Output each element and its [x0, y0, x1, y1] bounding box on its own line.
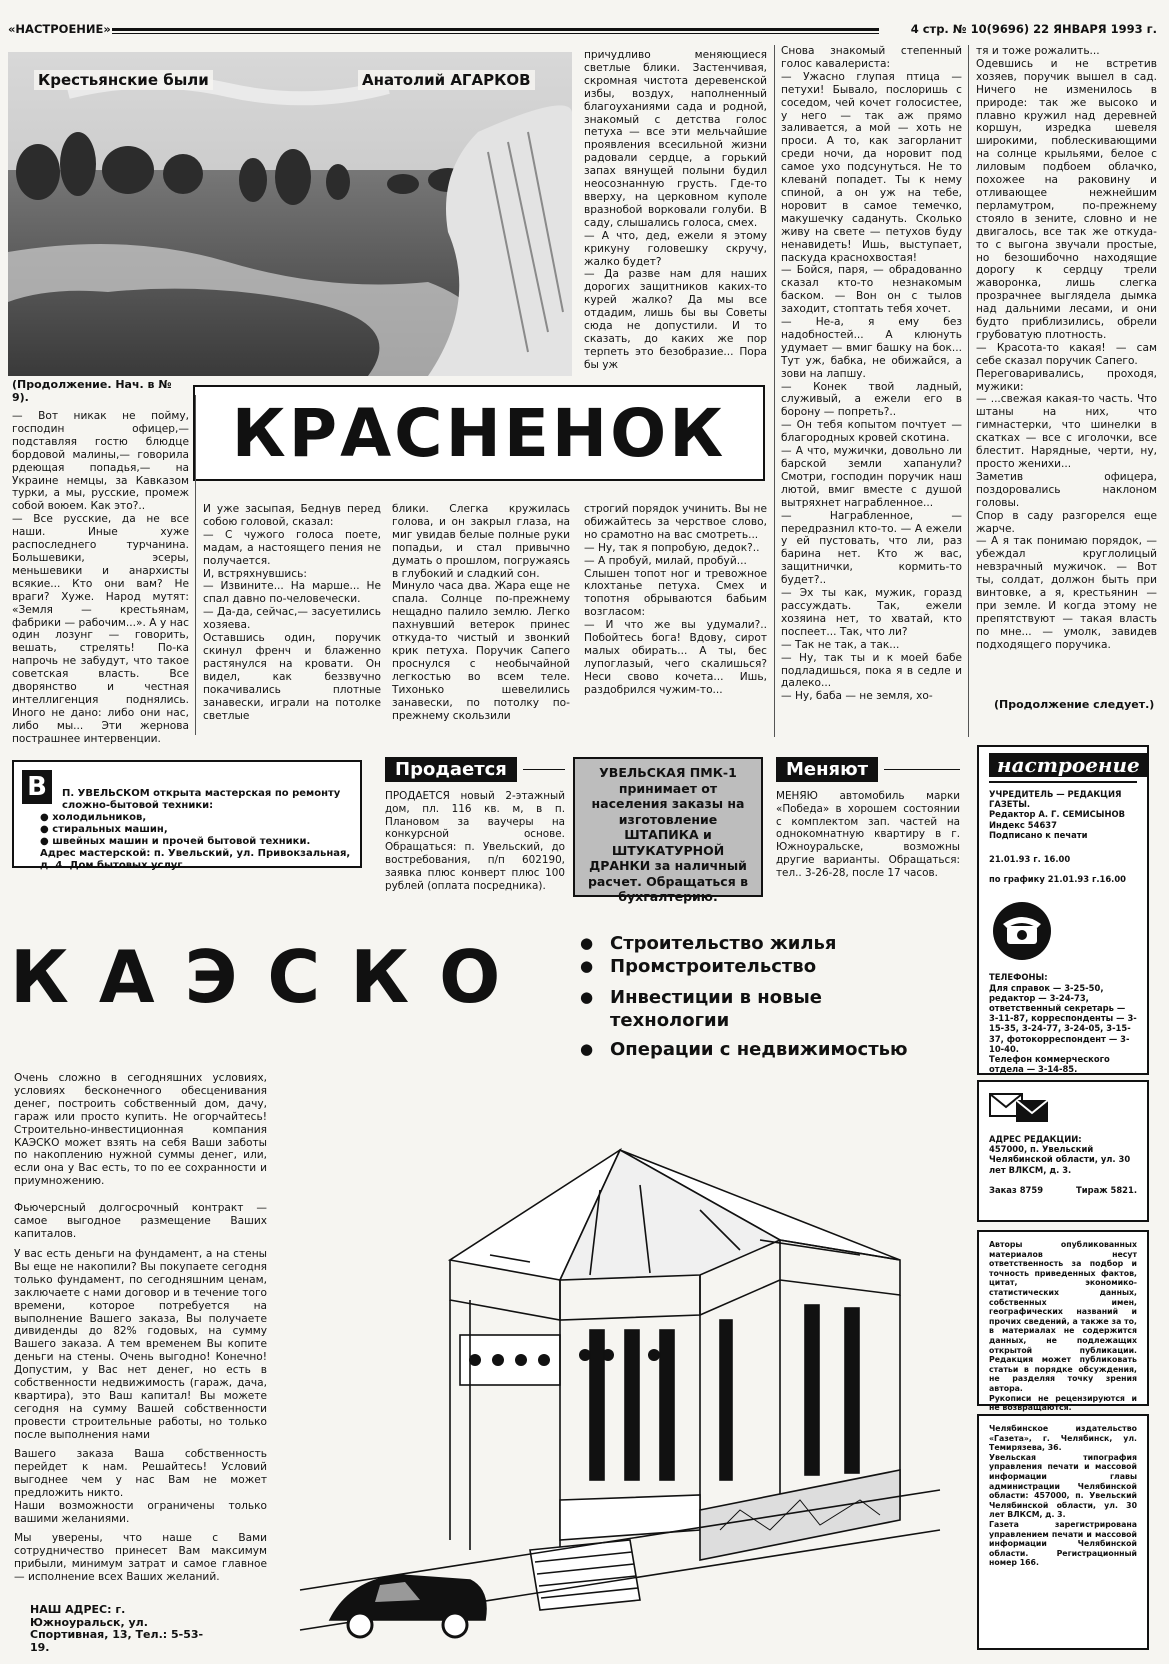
imprint-box [977, 1414, 1149, 1650]
header-rule-thin [112, 33, 879, 34]
ad-swap-heading: Меняют [776, 757, 878, 782]
ad-repair-list [40, 812, 360, 848]
house-illustration [300, 1130, 940, 1660]
services-list [580, 932, 908, 1061]
newspaper-name: «НАСТРОЕНИЕ» [8, 22, 111, 36]
story-column-5: Снова знакомый степенный голос кавалериста: — Ужасно глупая птица — петухи! Бывало, послоришь с соседом, чей кочет голосистее, у него — так аж прямо заливается, а мой — хоть не проси. А то, как загорланит среди ночи, да норовит под самое ухо подсунуться. Не то клеванй попадет. Ты к нему спиной, а он уж на тебе, норовит в самое темечко, макушечку садануть. Сколько живу на свете — петухов буду ненавидеть! Ишь, выступает, паскуда краснохвостая! — Бойся, паря, — обрадованно сказал кто-то незнакомым баском. — Вон он с тылов заходит, стоптать тебя хочет. — Не-а, я ему без надобностей... А клюнуть удумает — вмиг башку на бок... Тут уж, бабка, не обижайся, а зови на лапшу. — Конек твой ладный, служивый, а ежели его в борону — попреть?.. — Он тебя копытом почтует — благородных кровей скотина. — А что, мужички, довольно ли барской земли хапанули? Смотри, господин поручик наш лютой, вмиг вместе с душой вытряхнет награбленное... — Награбленное, — передразнил кто-то. — А ежели у ей пустовать, что ли, раз барина нет. Кто ж вас, защитнички, кормить-то будет?.. — Эх ты как, мужик, горазд рассуждать. Так, ежели хозяина нет, то хватай, кто поспеет... Так, что ли? — Так не так, а так... — Ну, так ты и к моей бабе подладишься, пока я в седле и далеко... — Ну, баба — не земля, хо- [781, 45, 962, 703]
editor: Редактор А. Г. СЕМИСЫНОВ [989, 809, 1125, 820]
service-item: ● Операции с недвижимостью [580, 1038, 908, 1061]
address-text: 457000, п. Увельский Челябинской области, ул. 30 лет ВЛКСМ, д. 3. [989, 1144, 1131, 1175]
story-title-box [193, 385, 765, 481]
ad-repair-shop [12, 760, 362, 871]
header-rule [112, 28, 879, 31]
ad-for-sale [385, 757, 565, 892]
issue-info: 4 стр. № 10(9696) 22 ЯНВАРЯ 1993 г. [910, 22, 1157, 36]
newspaper-logo: настроение [989, 753, 1148, 777]
phones-list: Для справок — 3-25-50, редактор — 3-24-73, ответственный секретарь — 3-11-87, корреспонденты — 3-15-35, 3-24-77, 3-24-05, 3-15-37, фотокорреспондент — 3-10-40. Телефон коммерческого отдела — 3-14-85. [989, 982, 1137, 1075]
kaesko-paragraph-3: У вас есть деньги на фундамент, а на стены Вы еще не накопили? Вы покупаете сегодня только фундамент, по сегодняшним ценам, заключаете с нами договор и в течение того времени, которое потребуется на выполнение Вашего заказа, Вы получаете дивиденды до 82% годовых, на сумму Вашего заказа. А тем временем Вы копите деньги на стены. Очень выгодно! Конечно! Допустим, у Вас нет денег, но есть в собственности недвижимость (гараж, дача, квартира), это Ваш капитал! Вы можете сегодня на сумму Вашей собственности провести строительные работы, но только после выполнения нами [14, 1248, 267, 1441]
phones-title: ТЕЛЕФОНЫ: [989, 972, 1048, 983]
story-column-2: И уже засыпая, Беднув перед собою головой, сказал: — С чужого голоса поете, мадам, а настоящего пения не получается. И, встряхнувшись: — Извините... На марше... Не спал давно по-человечески. — Да-да, сейчас,— засуетились хозяева. Оставшись один, поручик скинул френч и блаженно растянулся на кровати. Он видел, как беззвучно покачивались плотные занавески, играли на потолке светлые [203, 503, 381, 722]
disclaimer-text: Авторы опубликованных материалов несут ответственность за подбор и точность приведенных фактов, цитат, экономико-статистических данных, собственных имен, географических названий и прочих сведений, а также за то, в материалах не содержится данных, не подлежащих открытой публикации. Редакция может публиковать статьи в порядке обсуждения, не разделяя точку зрения автора. Рукописи не рецензируются и не возвращаются. [989, 1240, 1137, 1413]
masthead-box [977, 745, 1149, 1075]
ad-repair-text: П. УВЕЛЬСКОМ открыта мастерская по ремонту сложно-бытовой техники: [62, 788, 341, 811]
service-item: ● Строительство жилья [580, 932, 908, 955]
heading-rule [523, 769, 565, 770]
kaesko-paragraph-1: Очень сложно в сегодняшних условиях, условиях бесконечного обесценивания денег, построить собственный дом, дачу, гараж или просто купить. Не огорчайтесь! Строительно-инвестиционная компания КАЭСКО может взять на себя Ваши заботы по накоплению нужной суммы денег, или, если она у Вас есть, то по ее сохранности и приумножению. [14, 1072, 267, 1188]
disclaimer-box [977, 1230, 1149, 1413]
continuation-note: (Продолжение. Нач. в № 9). [12, 378, 172, 404]
circulation: Тираж 5821. [1076, 1184, 1137, 1195]
landscape-photo [8, 52, 572, 376]
list-item: ● швейных машин и прочей бытовой техники. [40, 836, 311, 847]
service-item: ● Инвестиции в новые технологии [580, 986, 830, 1032]
address-title: АДРЕС РЕДАКЦИИ: [989, 1134, 1082, 1144]
ad-sale-heading: Продается [385, 757, 517, 782]
ad-sale-text: ПРОДАЕТСЯ новый 2-этажный дом, пл. 116 кв. м, в п. Плановом за ваучеры на конкурсной основе. Обращаться: п. Увельский, до востребования, п/п 602190, заявка плюс конверт плюс 100 рублей (оплата посредника). [385, 790, 565, 892]
drop-cap: В [22, 770, 52, 804]
signed-date: 21.01.93 г. 16.00 [989, 854, 1071, 865]
story-column-4-top: причудливо меняющиеся светлые блики. Застенчивая, скромная чистота деревенской избы, воздух, наполненный благоуханиями сада и родной, знакомый с детства голос петуха — все эти мельчайшие проявления всесильной жизни радовали сердце, а горький запах вянущей полыни будил неосознанную грусть. Где-то вверху, на церковном куполе вразнобой ворковали голуби. В саду, слышались голоса, смех. — А что, дед, ежели я этому крикуну головешку скручу, жалко будет? — Да разве нам для наших дорогих защитников каких-то курей жалко? Да мы все отдадим, лишь бы вы Советы сюда не допустили. И то сказать, до каких же пор терпеть это безобразие... Пора бы уж [584, 49, 767, 371]
service-item: ● Промстроительство [580, 955, 908, 978]
telephone-icon [993, 902, 1051, 960]
story-column-1: — Вот никак не пойму, господин офицер,— подставляя гостю блюдце бордовой малины,— говорила рдеющая попадья,— на Украине немцы, за Кавказом турки, а мы, русские, промеж собой воюем. Как это?.. — Все русские, да не все наши. Иные хуже распоследнего турчанина. Большевики, эсеры, меньшевики и анархисты всякие... Кто они вам? Не враги? Хуже. Народ мутят: «Земля — крестьянам, фабрики — рабочим...». А у нас один лозунг — говорить, вешать, стрелять! По-ка напрочь не забудут, что такое советская власть. Все дворянство и честная интеллигенция поднялись. Иного не дано: либо они нас, либо мы... Эти жернова пострашнее интервенции. [12, 410, 189, 745]
ad-repair-address: Адрес мастерской: п. Увельский, ул. Привокзальная, д. 4. Дом бытовых услуг. [40, 848, 351, 871]
founder: УЧРЕДИТЕЛЬ — РЕДАКЦИЯ ГАЗЕТЫ. [989, 789, 1122, 810]
signed-label: Подписано к печати [989, 829, 1088, 840]
envelope-icon [989, 1090, 1051, 1124]
order-number: Заказ 8759 [989, 1184, 1044, 1195]
kaesko-address: НАШ АДРЕС: г. Южноуральск, ул. Спортивная, 13, Тел.: 5-53-19. [30, 1603, 204, 1654]
editorial-address-box [977, 1080, 1149, 1222]
story-column-3: блики. Слегка кружилась голова, и он закрыл глаза, на миг увидав белые полные руки попадьи, и стал привычно думать о прошлом, погружаясь в глубокий и сладкий сон. Минуло часа два. Жара еще не спала. Солнце по-прежнему нещадно палило землю. Легко пахнувший ветерок принес откуда-то чистый и звонкий крик петуха. Поручик Сапего проснулся с необычайной легкостью во всем теле. Тихонько шевелились занавески, по потолку по-прежнему скользили [392, 503, 570, 722]
kaesko-paragraph-4: Вашего заказа Ваша собственность перейдет к нам. Решайтесь! Условий выгоднее чем у нас Вам не может предложить никто. Наши возможности ограничены только вашими желаниями. [14, 1448, 267, 1525]
story-title: КРАСНЕНОК [231, 394, 727, 472]
column-divider [968, 45, 969, 737]
rubric-label: Крестьянские были [34, 70, 213, 90]
list-item: ● холодильников, [40, 812, 147, 823]
ad-swap-text: МЕНЯЮ автомобиль марки «Победа» в хорошем состоянии с комплектом зап. частей на однокомнатную квартиру в г. Южноуральске, возможны другие варианты. Обращаться: тел.. 3-26-28, после 17 часов. [776, 790, 960, 879]
ad-pmk: УВЕЛЬСКАЯ ПМК-1 принимает от населения заказы на изготовление ШТАПИКА и ШТУКАТУРНОЙ ДРАНКИ за наличный расчет. Обращаться в бухгалтерию. [573, 757, 763, 897]
to-be-continued: (Продолжение следует.) [994, 698, 1155, 711]
schedule: по графику 21.01.93 г.16.00 [989, 874, 1127, 885]
column-divider [195, 395, 196, 735]
story-column-4-bottom: строгий порядок учинить. Вы не обижайтесь за черствое слово, но срамотно на вас смотреть... — Ну, так я попробую, дедок?.. — А пробуй, милай, пробуй... Слышен топот ног и тревожное клохтанье петуха. Смех и топотня обрываются бабьим возгласом: — И что же вы удумали?.. Побойтесь бога! Вдову, сирот малых обирать... А ты, бес лупоглазый, чего скалишься? Неси свово кочета... Ишь, раздобрился чужим-то... [584, 503, 767, 696]
heading-rule [884, 769, 960, 770]
order-line [989, 1185, 1137, 1195]
author-name: Анатолий АГАРКОВ [358, 70, 535, 90]
index: Индекс 54637 [989, 819, 1057, 830]
company-name: КАЭСКО [10, 935, 531, 1019]
kaesko-paragraph-2: Фьючерсный долгосрочный контракт — самое выгодное размещение Ваших капиталов. [14, 1202, 267, 1240]
imprint-text: Челябинское издательство «Газета», г. Челябинск, ул. Темирязева, 36. Увельская типография управления печати и массовой информации главы администрации Челябинской области: 457000, п. Увельский Челябинской области, ул. 30 лет ВЛКСМ, д. 3. Газета зарегистрирована управлением печати и массовой информации Челябинской области. Регистрационный номер 166. [989, 1424, 1137, 1568]
list-item: ● стиральных машин, [40, 824, 168, 835]
ad-swap [776, 757, 960, 880]
column-divider [774, 45, 775, 737]
story-column-6: тя и тоже рожалить... Одевшись и не встретив хозяев, поручик вышел в сад. Ничего не изменилось в природе: так же высоко и плавно кружил над деревней коршун, изредка шевеля широкими, поблескивающими на солнце крыльями, белое с лиловым подбоем облачко, похожее на раковину и отливающее нежнейшим перламутром, по-прежнему стояло в зените, словно и не двигалось, все так же откуда-то с выгона звучали простые, но безошибочно находящие дорогу к сердцу трели жаворонка, лишь слегка прозрачнее выглядела дымка над дальними лесами, и они будто приблизились, обрели грубоватую плотность. — Красота-то какая! — сам себе сказал поручик Сапего. Переговаривались, проходя, мужики: — ...свежая какая-то часть. Что штаны на них, что гимнастерки, что шинелки в скатках — все с иголочки, все блестит. Нарядные, черти, ну, просто женихи... Заметив офицера, поздоровались наклоном головы. Спор в саду разгорелся еще жарче. — А я так понимаю порядок, — убеждал круглолицый невзрачный мужичок. — Вот ты, солдат, должон быть при винтовке, а я, крестьянин — при земле. И когда этому не препятствуют — такая власть по мне... — умолк, завидев подходящего поручика. [976, 45, 1157, 651]
masthead-logo-area [989, 753, 1140, 783]
kaesko-paragraph-5: Мы уверены, что наше с Вами сотрудничество принесет Вам максимум прибыли, минимум затрат и самое главное — исполнение всех Ваших желаний. [14, 1532, 267, 1583]
